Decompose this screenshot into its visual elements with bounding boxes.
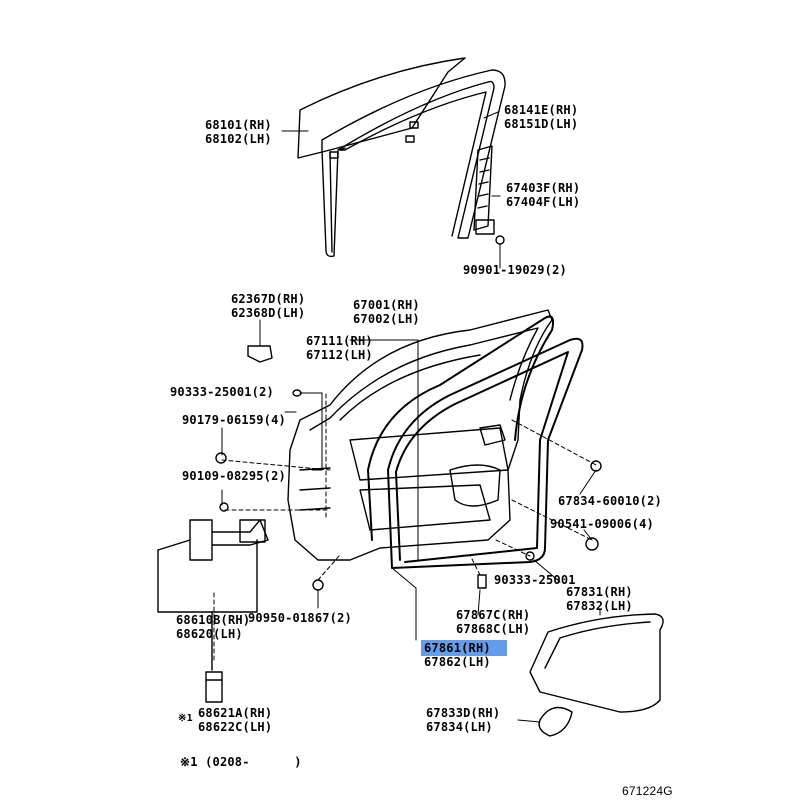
hinge-cover: [248, 346, 272, 362]
part-label-90179: 90179-06159(4): [182, 413, 286, 427]
part-label-68141: 68141E(RH): [504, 103, 579, 117]
part-label-90109: 90109-08295(2): [182, 469, 286, 483]
part-label-67111: 67111(RH): [306, 334, 373, 348]
part-label-90901: 90901-19029(2): [463, 263, 567, 277]
note-mark: ※1: [178, 713, 193, 724]
part-label-90333-a: 90333-25001(2): [170, 385, 274, 399]
small-cover: [539, 708, 572, 737]
part-label-90541: 90541-09006(4): [550, 517, 654, 531]
lower-hinge: [206, 672, 222, 702]
part-label-67867: 67867C(RH): [456, 608, 531, 622]
part-label-67832: 67832(LH): [566, 599, 633, 613]
part-label-67002: 67002(LH): [353, 312, 420, 326]
part-label-67862: 67862(LH): [424, 655, 491, 669]
part-label-67834-60010: 67834-60010(2): [558, 494, 662, 508]
part-label-62367: 62367D(RH): [231, 292, 306, 306]
service-hole-cover: [530, 614, 663, 712]
part-label-67403: 67403F(RH): [506, 181, 581, 195]
figure-code: 671224G: [622, 784, 673, 798]
part-label-68102: 68102(LH): [205, 132, 272, 146]
part-label-67404: 67404F(LH): [506, 195, 581, 209]
part-label-67868: 67868C(LH): [456, 622, 531, 636]
part-label-67833: 67833D(RH): [426, 706, 501, 720]
part-label-68610: 68610B(RH): [176, 613, 251, 627]
part-label-68151: 68151D(LH): [504, 117, 579, 131]
part-label-67861: 67861(RH): [424, 641, 491, 655]
part-label-68101: 68101(RH): [205, 118, 272, 132]
part-label-67112: 67112(LH): [306, 348, 373, 362]
part-label-68620: 68620(LH): [176, 627, 243, 641]
part-label-67001: 67001(RH): [353, 298, 420, 312]
part-label-68621: 68621A(RH): [198, 706, 273, 720]
part-label-90950: 90950-01867(2): [248, 611, 352, 625]
part-label-90333-b: 90333-25001: [494, 573, 576, 587]
part-label-67831: 67831(RH): [566, 585, 633, 599]
footnote: ※1 (0208- ): [180, 755, 302, 769]
part-label-67834-lh: 67834(LH): [426, 720, 493, 734]
part-label-62368: 62368D(LH): [231, 306, 306, 320]
part-label-68622: 68622C(LH): [198, 720, 273, 734]
